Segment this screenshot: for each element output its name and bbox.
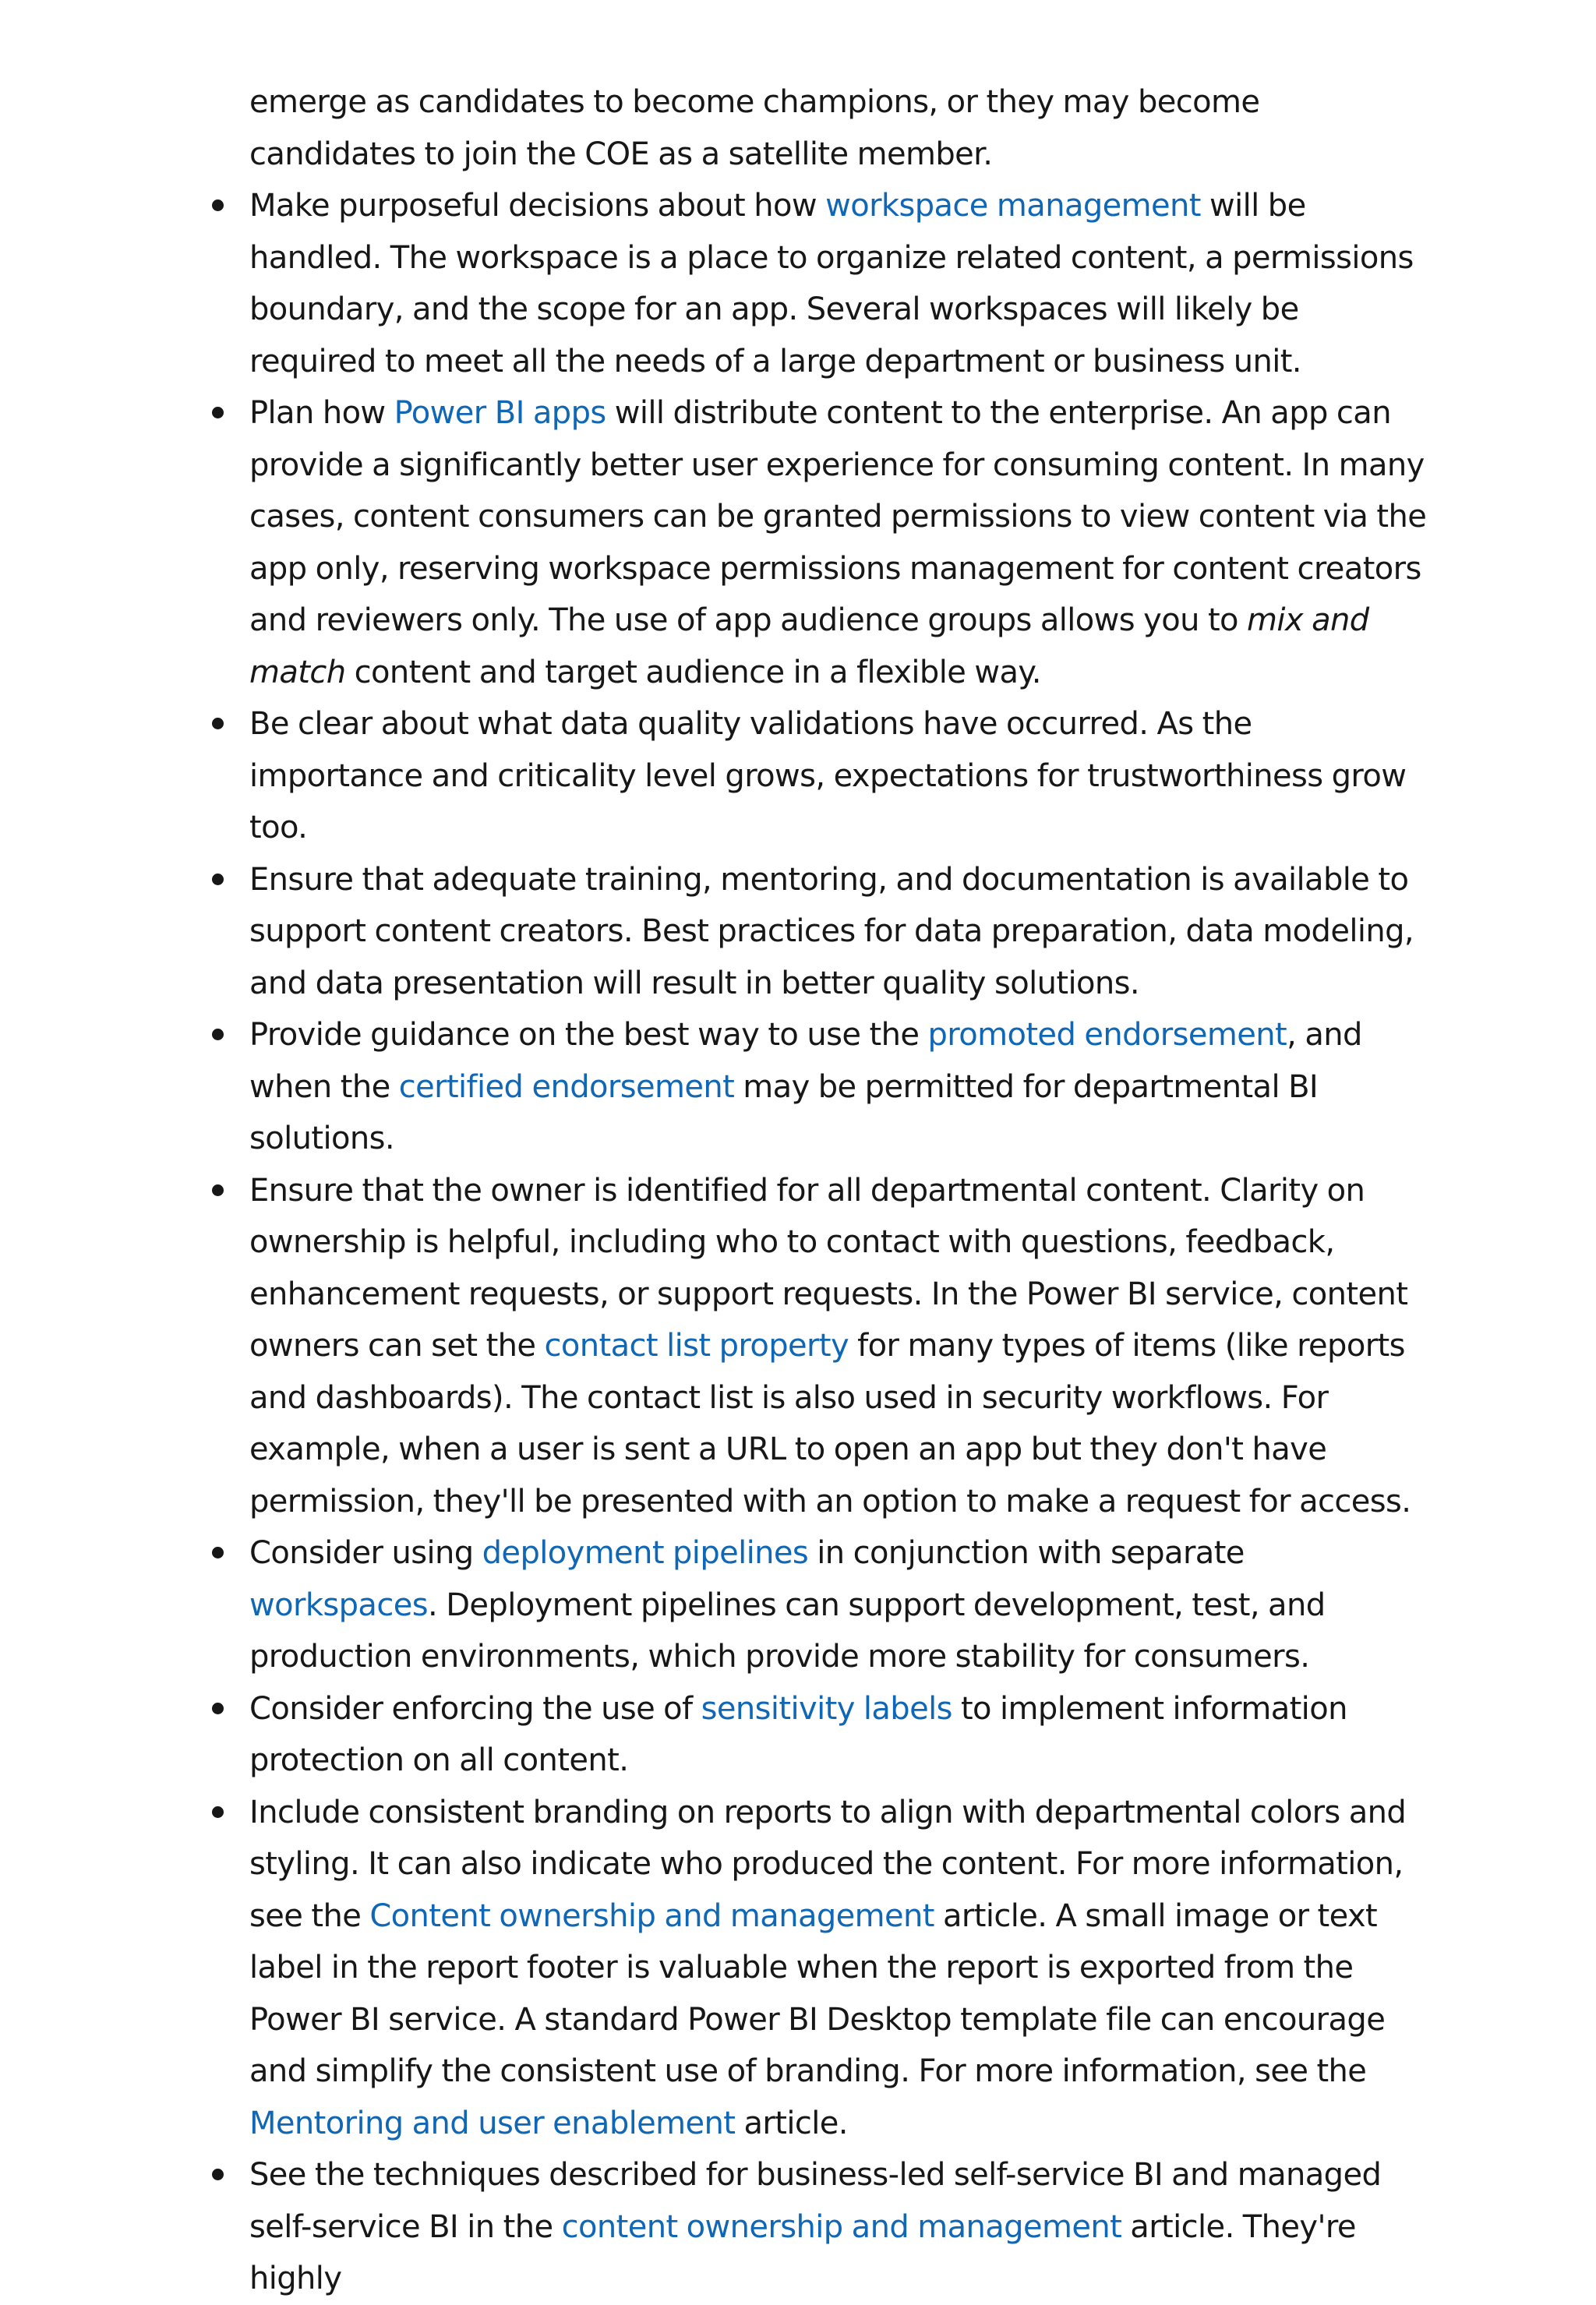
list-item [249,387,1434,698]
guidance-list [249,180,1434,2305]
item-text: Include consistent branding on reports to align with departmental colors and styling. It can also indicate who produced the content. For more information, see the [249,1794,1407,1934]
item-text: article. They're highly [249,2208,1356,2296]
item-text: Provide guidance on the best way to use the [249,1017,928,1053]
power-bi-apps-link[interactable]: Power BI apps [394,395,606,431]
item-text: content and target audience in a flexible way. [345,654,1041,690]
item-text: Ensure that adequate training, mentoring, and documentation is available to support content creators. Best practices for data preparation, data modeling, and data presentation will result in better quality solutions. [249,861,1414,1001]
list-item [249,1165,1434,1528]
workspace-management-link[interactable]: workspace management [825,188,1201,224]
document-body [249,76,1434,2305]
item-text: Ensure that the owner is identified for all departmental content. Clarity on ownership is helpful, including who to contact with questions, feedback, enhancement requests, or support requests. In the Power BI service, content owners can set the [249,1172,1408,1364]
content-ownership-management-link[interactable]: content ownership and management [561,2208,1122,2245]
sensitivity-labels-link[interactable]: sensitivity labels [701,1690,952,1727]
workspaces-link[interactable]: workspaces [249,1587,428,1623]
item-text: Be clear about what data quality validations have occurred. As the importance and criticality level grows, expectations for trustworthiness grow too. [249,706,1407,845]
promoted-endorsement-link[interactable]: promoted endorsement [927,1017,1287,1053]
item-text: in conjunction with separate [808,1535,1245,1571]
list-item [249,854,1434,1010]
continued-paragraph: emerge as candidates to become champions, or they may become candidates to join the COE as a satellite member. [249,84,1260,172]
list-item [249,1009,1434,1165]
list-item [249,2149,1434,2305]
list-item [249,698,1434,854]
item-text: Plan how [249,395,394,431]
item-text: for many types of items (like reports and dashboards). The contact list is also used in security workflows. For example, when a user is sent a URL to open an app but they don't have permission, they'll be presented with an option to make a request for access. [249,1328,1411,1520]
item-text: Consider using [249,1535,482,1571]
item-text: will be handled. The workspace is a place to organize related content, a permissions boundary, and the scope for an app. Several workspaces will likely be required to meet all the needs of a large department or business unit. [249,188,1414,379]
item-text: article. [735,2105,848,2141]
certified-endorsement-link[interactable]: certified endorsement [398,1068,735,1105]
item-text: Consider enforcing the use of [249,1690,701,1727]
emphasis-text: mix and match [249,602,1369,690]
deployment-pipelines-link[interactable]: deployment pipelines [482,1535,809,1571]
item-text: to implement information protection on all content. [249,1690,1347,1778]
item-text: Make purposeful decisions about how [249,188,826,224]
contact-list-property-link[interactable]: contact list property [544,1328,849,1364]
item-text: will distribute content to the enterprise. An app can provide a significantly better user experience for consuming content. In many cases, content consumers can be granted permissions to view content via the app only, reserving workspace permissions management for content creators and reviewers only. The use of app audience groups allows you to [249,395,1427,638]
item-text: . Deployment pipelines can support development, test, and production environments, which provide more stability for consumers. [249,1587,1326,1675]
item-text: article. A small image or text label in the report footer is valuable when the report is exported from the Power BI service. A standard Power BI Desktop template file can encourage and simplify the consistent use of branding. For more information, see the [249,1897,1386,2089]
list-item [249,1527,1434,1683]
item-text: See the techniques described for business-led self-service BI and managed self-service BI in the [249,2157,1382,2245]
list-item [249,180,1434,387]
item-text: may be permitted for departmental BI solutions. [249,1068,1319,1156]
list-item [249,1683,1434,1787]
list-item [249,1787,1434,2150]
content-ownership-management-link[interactable]: Content ownership and management [369,1897,934,1934]
mentoring-user-enablement-link[interactable]: Mentoring and user enablement [249,2105,736,2141]
item-text: , and when the [249,1017,1362,1105]
